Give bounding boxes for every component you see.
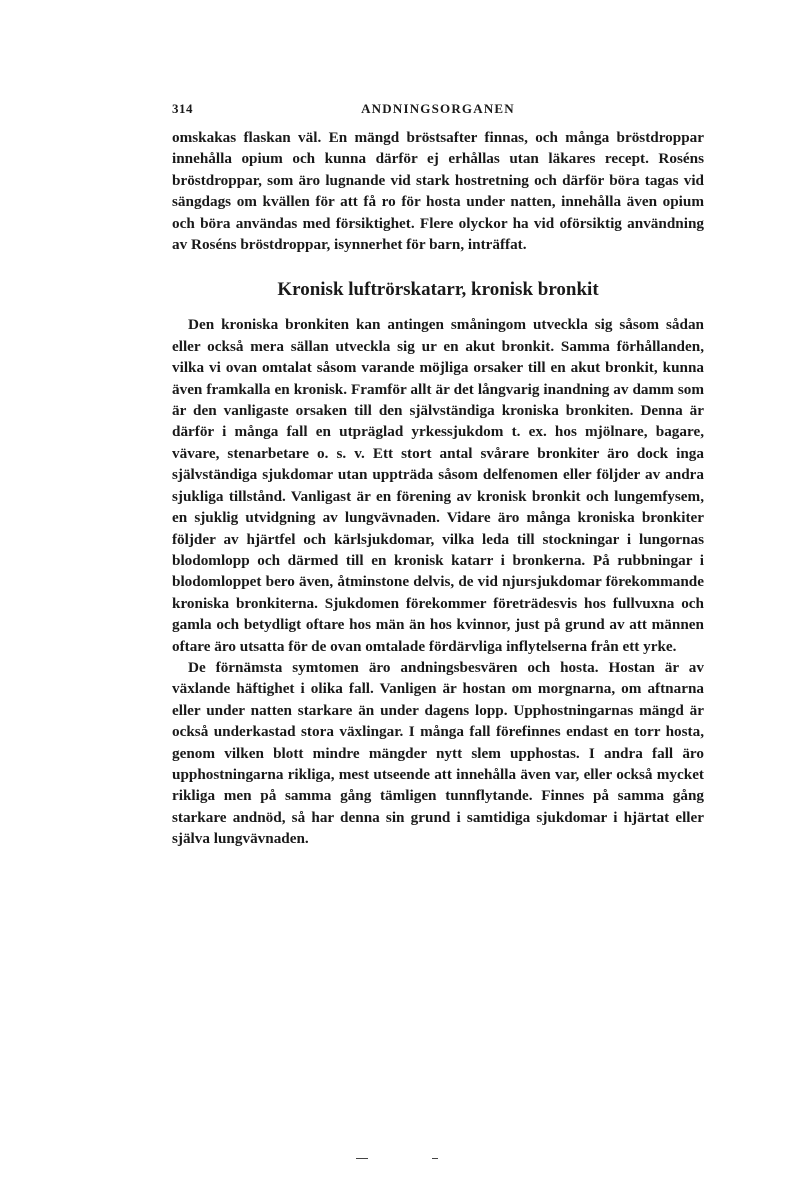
footer-mark-left	[356, 1158, 368, 1159]
paragraph-causes: Den kroniska bronkiten kan antingen småningom utveckla sig såsom sådan eller också mera sällan utveckla sig ur en akut bronkit. Samma förhållanden, vilka vi ovan omtalat såsom varande möjliga orsaker till en akut bronkit, kunna även framkalla en kronisk. Framför allt är det långvarig inandning av damm som är den vanligaste orsaken till den självständiga kroniska bronkiten. Denna är därför i många fall en utpräglad yrkessjukdom t. ex. hos mjölnare, bagare, vävare, stenarbetare o. s. v. Ett stort antal svårare bronkiter äro dock inga självständiga sjukdomar utan uppträda såsom delfenomen eller följder av andra sjukliga tillstånd. Vanligast är en förening av kronisk bronkit och lungemfysem, en sjuklig utvidgning av lungvävnaden. Vidare äro många kroniska bronkiter följder av hjärtfel och kärlsjukdomar, vilka leda till stockningar i lungornas blodomlopp och därmed till en kronisk katarr i bronkerna. På rubbningar i blodomloppet bero även, åtminstone delvis, de vid njursjukdomar förekommande kroniska bronkiterna. Sjukdomen förekommer företrädesvis hos fullvuxna och gamla och betydligt oftare hos män än hos kvinnor, just på grund av att männen oftare äro utsatta för de ovan omtalade fördärvliga inflytelserna från ett yrke.	[172, 316, 704, 655]
body-text	[172, 127, 704, 850]
running-title: ANDNINGSORGANEN	[361, 101, 515, 116]
footer-mark-right	[432, 1158, 438, 1159]
intro-paragraph: omskakas flaskan väl. En mängd bröstsafter finnas, och många bröstdroppar innehålla opium och kunna därför ej erhållas utan läkares recept. Roséns bröstdroppar, som äro lugnande vid stark hostretning och därför böra tagas vid sängdags om kvällen för att få ro för hosta under natten, innehålla även opium och böra användas med försiktighet. Flere olyckor ha vid oförsiktig användning av Roséns bröstdroppar, isynnerhet för barn, inträffat.	[172, 129, 704, 254]
page-number: 314	[172, 101, 193, 116]
paragraph-symptoms: De förnämsta symtomen äro andningsbesvären och hosta. Hostan är av växlande häftighet i olika fall. Vanligen är hostan om morgnarna, om aftnarna eller under natten starkare än under dagens lopp. Upphostningarnas mängd är också underkastad stora växlingar. I många fall förefinnes endast en torr hosta, genom vilken blott mindre mängder nytt slem upphostas. I andra fall äro upphostningarna rikliga, mest utseende att innehålla även var, eller också mycket rikliga men på samma gång tämligen tunnflytande. Finnes på samma gång starkare andnöd, så har denna sin grund i samtidiga sjukdomar i hjärtat eller själva lungvävnaden.	[172, 658, 704, 848]
running-head	[172, 101, 704, 121]
section-heading: Kronisk luftrörskatarr, kronisk bronkit	[277, 279, 599, 301]
